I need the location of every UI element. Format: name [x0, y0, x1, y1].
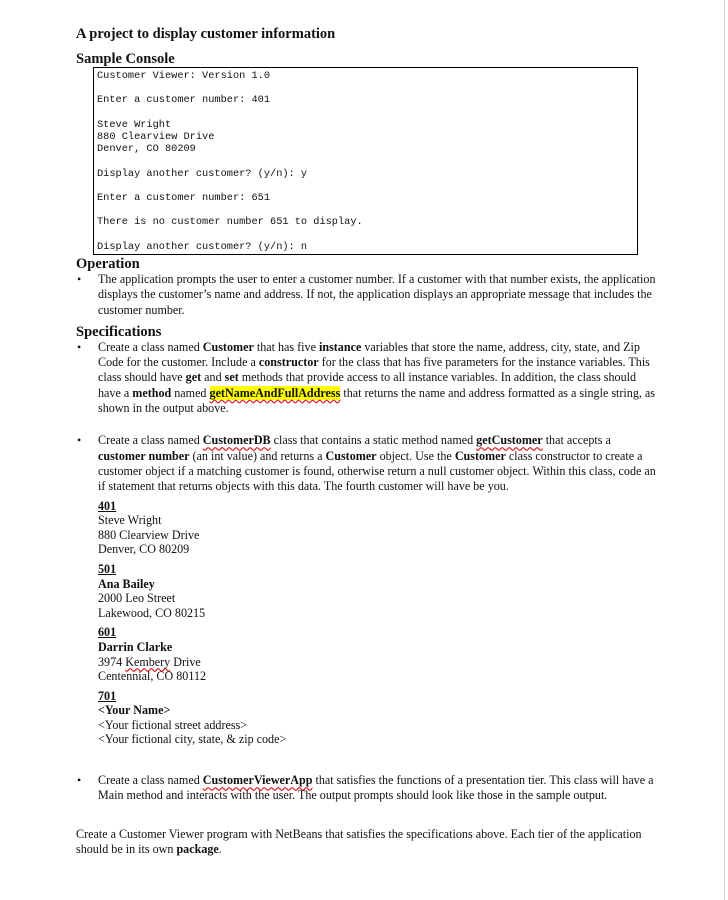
customer-city: Centennial, CO 80112 — [98, 669, 207, 684]
customer-number: 401 — [98, 498, 117, 513]
sample-console-heading: Sample Console — [76, 51, 175, 67]
console-line: Steve Wright — [97, 118, 172, 131]
customer-city: Denver, CO 80209 — [98, 542, 190, 557]
customer-name: Darrin Clarke — [98, 639, 173, 654]
customer-number: 701 — [98, 688, 117, 703]
customer-name: Ana Bailey — [98, 576, 155, 591]
customer-city: Lakewood, CO 80215 — [98, 605, 206, 620]
document-page — [76, 26, 656, 857]
console-blank-line — [97, 180, 637, 192]
page-edge — [724, 0, 725, 900]
spec-customerdb-class: • Create a class named CustomerDB class that contains a static method named getCustomer that accepts a customer number (an int value) and returns a Customer object. Use the Customer class constructor to create a customer object if a matching customer is found, otherwise return a null customer object. Within this class, code an if statement that returns objects with this data. The fourth customer will have be you. — [77, 433, 656, 494]
console-line: Display another customer? (y/n): n — [97, 240, 308, 253]
highlighted-method-name: getNameAndFullAddress — [209, 385, 341, 400]
console-blank-line — [97, 229, 637, 241]
console-line: Display another customer? (y/n): y — [97, 167, 308, 180]
console-line: Enter a customer number: 651 — [97, 191, 271, 204]
customer-name: Steve Wright — [98, 513, 162, 528]
sample-console-box — [93, 67, 638, 255]
customer-record — [98, 625, 656, 683]
console-line: Denver, CO 80209 — [97, 143, 196, 156]
bullet-icon: • — [77, 433, 82, 448]
console-blank-line — [97, 155, 637, 167]
customer-records — [76, 499, 656, 748]
specifications-heading: Specifications — [76, 323, 162, 340]
bullet-icon: • — [77, 272, 82, 286]
bullet-icon: • — [77, 339, 82, 354]
specifications-list-2 — [76, 773, 656, 804]
operation-bullet: • The application prompts the user to enter a customer number. If a customer with that number exists, the application displays the customer’s name and address. If not, the application displays an appropriate message that includes the customer number. — [77, 272, 656, 317]
console-blank-line — [97, 107, 637, 119]
customer-street: 2000 Leo Street — [98, 591, 176, 606]
document-title: A project to display customer information — [76, 26, 336, 42]
console-blank-line — [97, 204, 637, 216]
operation-list — [76, 272, 656, 318]
customer-record — [98, 689, 656, 747]
customer-number: 601 — [98, 625, 117, 640]
customer-street: <Your fictional street address> — [98, 717, 248, 732]
specifications-list — [76, 340, 656, 495]
console-line: There is no customer number 651 to display. — [97, 216, 363, 229]
spec-customer-class: • Create a class named Customer that has five instance variables that store the name, address, city, state, and Zip Code for the customer. Include a constructor for the class that has five parameters for the instance variables. This class should have get and set methods that provide access to all instance variables. In addition, the class should have a method named getNameAndFullAddress that returns the name and address formatted as a single string, as shown in the output above. — [77, 339, 656, 416]
customer-record — [98, 499, 656, 557]
console-line: Customer Viewer: Version 1.0 — [97, 70, 271, 82]
customer-city: <Your fictional city, state, & zip code> — [98, 732, 287, 747]
operation-heading: Operation — [76, 256, 140, 272]
console-blank-line — [97, 82, 637, 94]
customer-name: <Your Name> — [98, 703, 171, 718]
closing-paragraph: Create a Customer Viewer program with NetBeans that satisfies the specifications above. Each tier of the application should be in its own package. — [76, 826, 642, 856]
customer-record — [98, 562, 656, 620]
bullet-icon: • — [77, 773, 82, 788]
customer-street: 3974 Kembery Drive — [98, 654, 201, 669]
console-line: Enter a customer number: 401 — [97, 94, 271, 107]
customer-number: 501 — [98, 561, 117, 576]
console-line: 880 Clearview Drive — [97, 130, 215, 143]
spec-viewerapp-class: • Create a class named CustomerViewerApp that satisfies the functions of a presentation tier. This class will have a Main method and interacts with the user. The output prompts should look like those in the sample output. — [77, 773, 654, 803]
customer-street: 880 Clearview Drive — [98, 527, 200, 542]
